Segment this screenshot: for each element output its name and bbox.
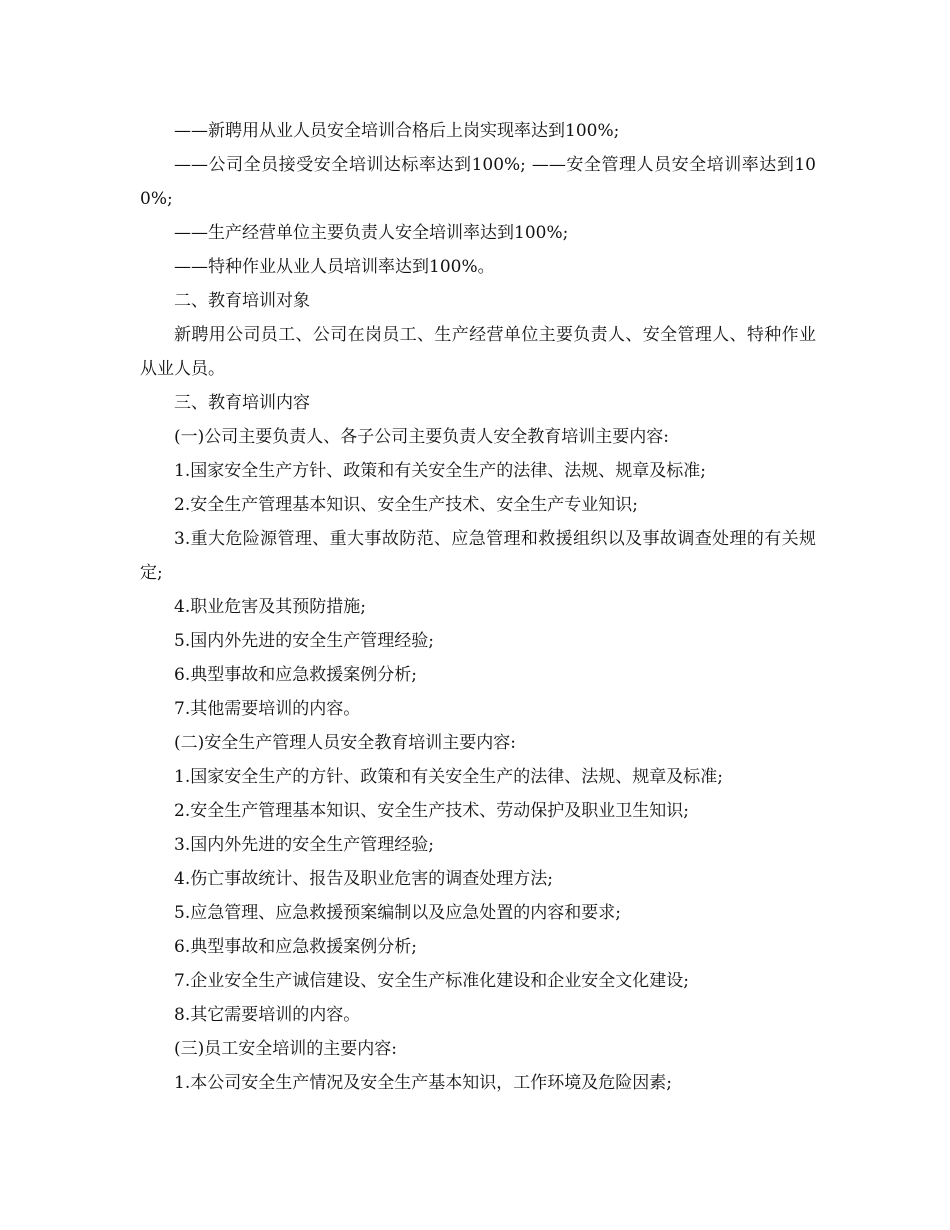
list-item: 7.其他需要培训的内容。	[174, 699, 361, 719]
subsection-heading: (二)安全生产管理人员安全教育培训主要内容:	[174, 733, 516, 753]
paragraph: ——新聘用从业人员安全培训合格后上岗实现率达到100%;	[174, 121, 620, 141]
subsection-heading: (一)公司主要负责人、各子公司主要负责人安全教育培训主要内容:	[174, 427, 669, 447]
list-item: 4.职业危害及其预防措施;	[174, 597, 366, 617]
list-item: 6.典型事故和应急救援案例分析;	[174, 665, 417, 685]
document-body	[140, 114, 816, 1100]
list-item: 3.国内外先进的安全生产管理经验;	[174, 835, 434, 855]
paragraph: 新聘用公司员工、公司在岗员工、生产经营单位主要负责人、安全管理人、特种作业从业人员。	[140, 325, 816, 379]
list-item: 1.国家安全生产方针、政策和有关安全生产的法律、法规、规章及标准;	[174, 461, 706, 481]
list-item: 1.国家安全生产的方针、政策和有关安全生产的法律、法规、规章及标准;	[174, 767, 723, 787]
list-item: 1.本公司安全生产情况及安全生产基本知识，工作环境及危险因素;	[174, 1073, 672, 1093]
section-heading: 二、教育培训对象	[174, 291, 310, 311]
list-item: 6.典型事故和应急救援案例分析;	[174, 937, 417, 957]
paragraph: ——生产经营单位主要负责人安全培训率达到100%;	[174, 223, 569, 243]
list-item: 5.应急管理、应急救援预案编制以及应急处置的内容和要求;	[174, 903, 621, 923]
list-item: 4.伤亡事故统计、报告及职业危害的调查处理方法;	[174, 869, 553, 889]
list-item: 5.国内外先进的安全生产管理经验;	[174, 631, 434, 651]
section-heading: 三、教育培训内容	[174, 393, 310, 413]
list-item: 7.企业安全生产诚信建设、安全生产标准化建设和企业安全文化建设;	[174, 971, 689, 991]
list-item: 2.安全生产管理基本知识、安全生产技术、安全生产专业知识;	[174, 495, 638, 515]
paragraph: ——公司全员接受安全培训达标率达到100%; ——安全管理人员安全培训率达到100%;	[140, 155, 816, 209]
subsection-heading: (三)员工安全培训的主要内容:	[174, 1039, 397, 1059]
list-item: 3.重大危险源管理、重大事故防范、应急管理和救援组织以及事故调查处理的有关规定;	[140, 529, 816, 583]
list-item: 2.安全生产管理基本知识、安全生产技术、劳动保护及职业卫生知识;	[174, 801, 689, 821]
list-item: 8.其它需要培训的内容。	[174, 1005, 361, 1025]
paragraph: ——特种作业从业人员培训率达到100%。	[174, 257, 495, 277]
